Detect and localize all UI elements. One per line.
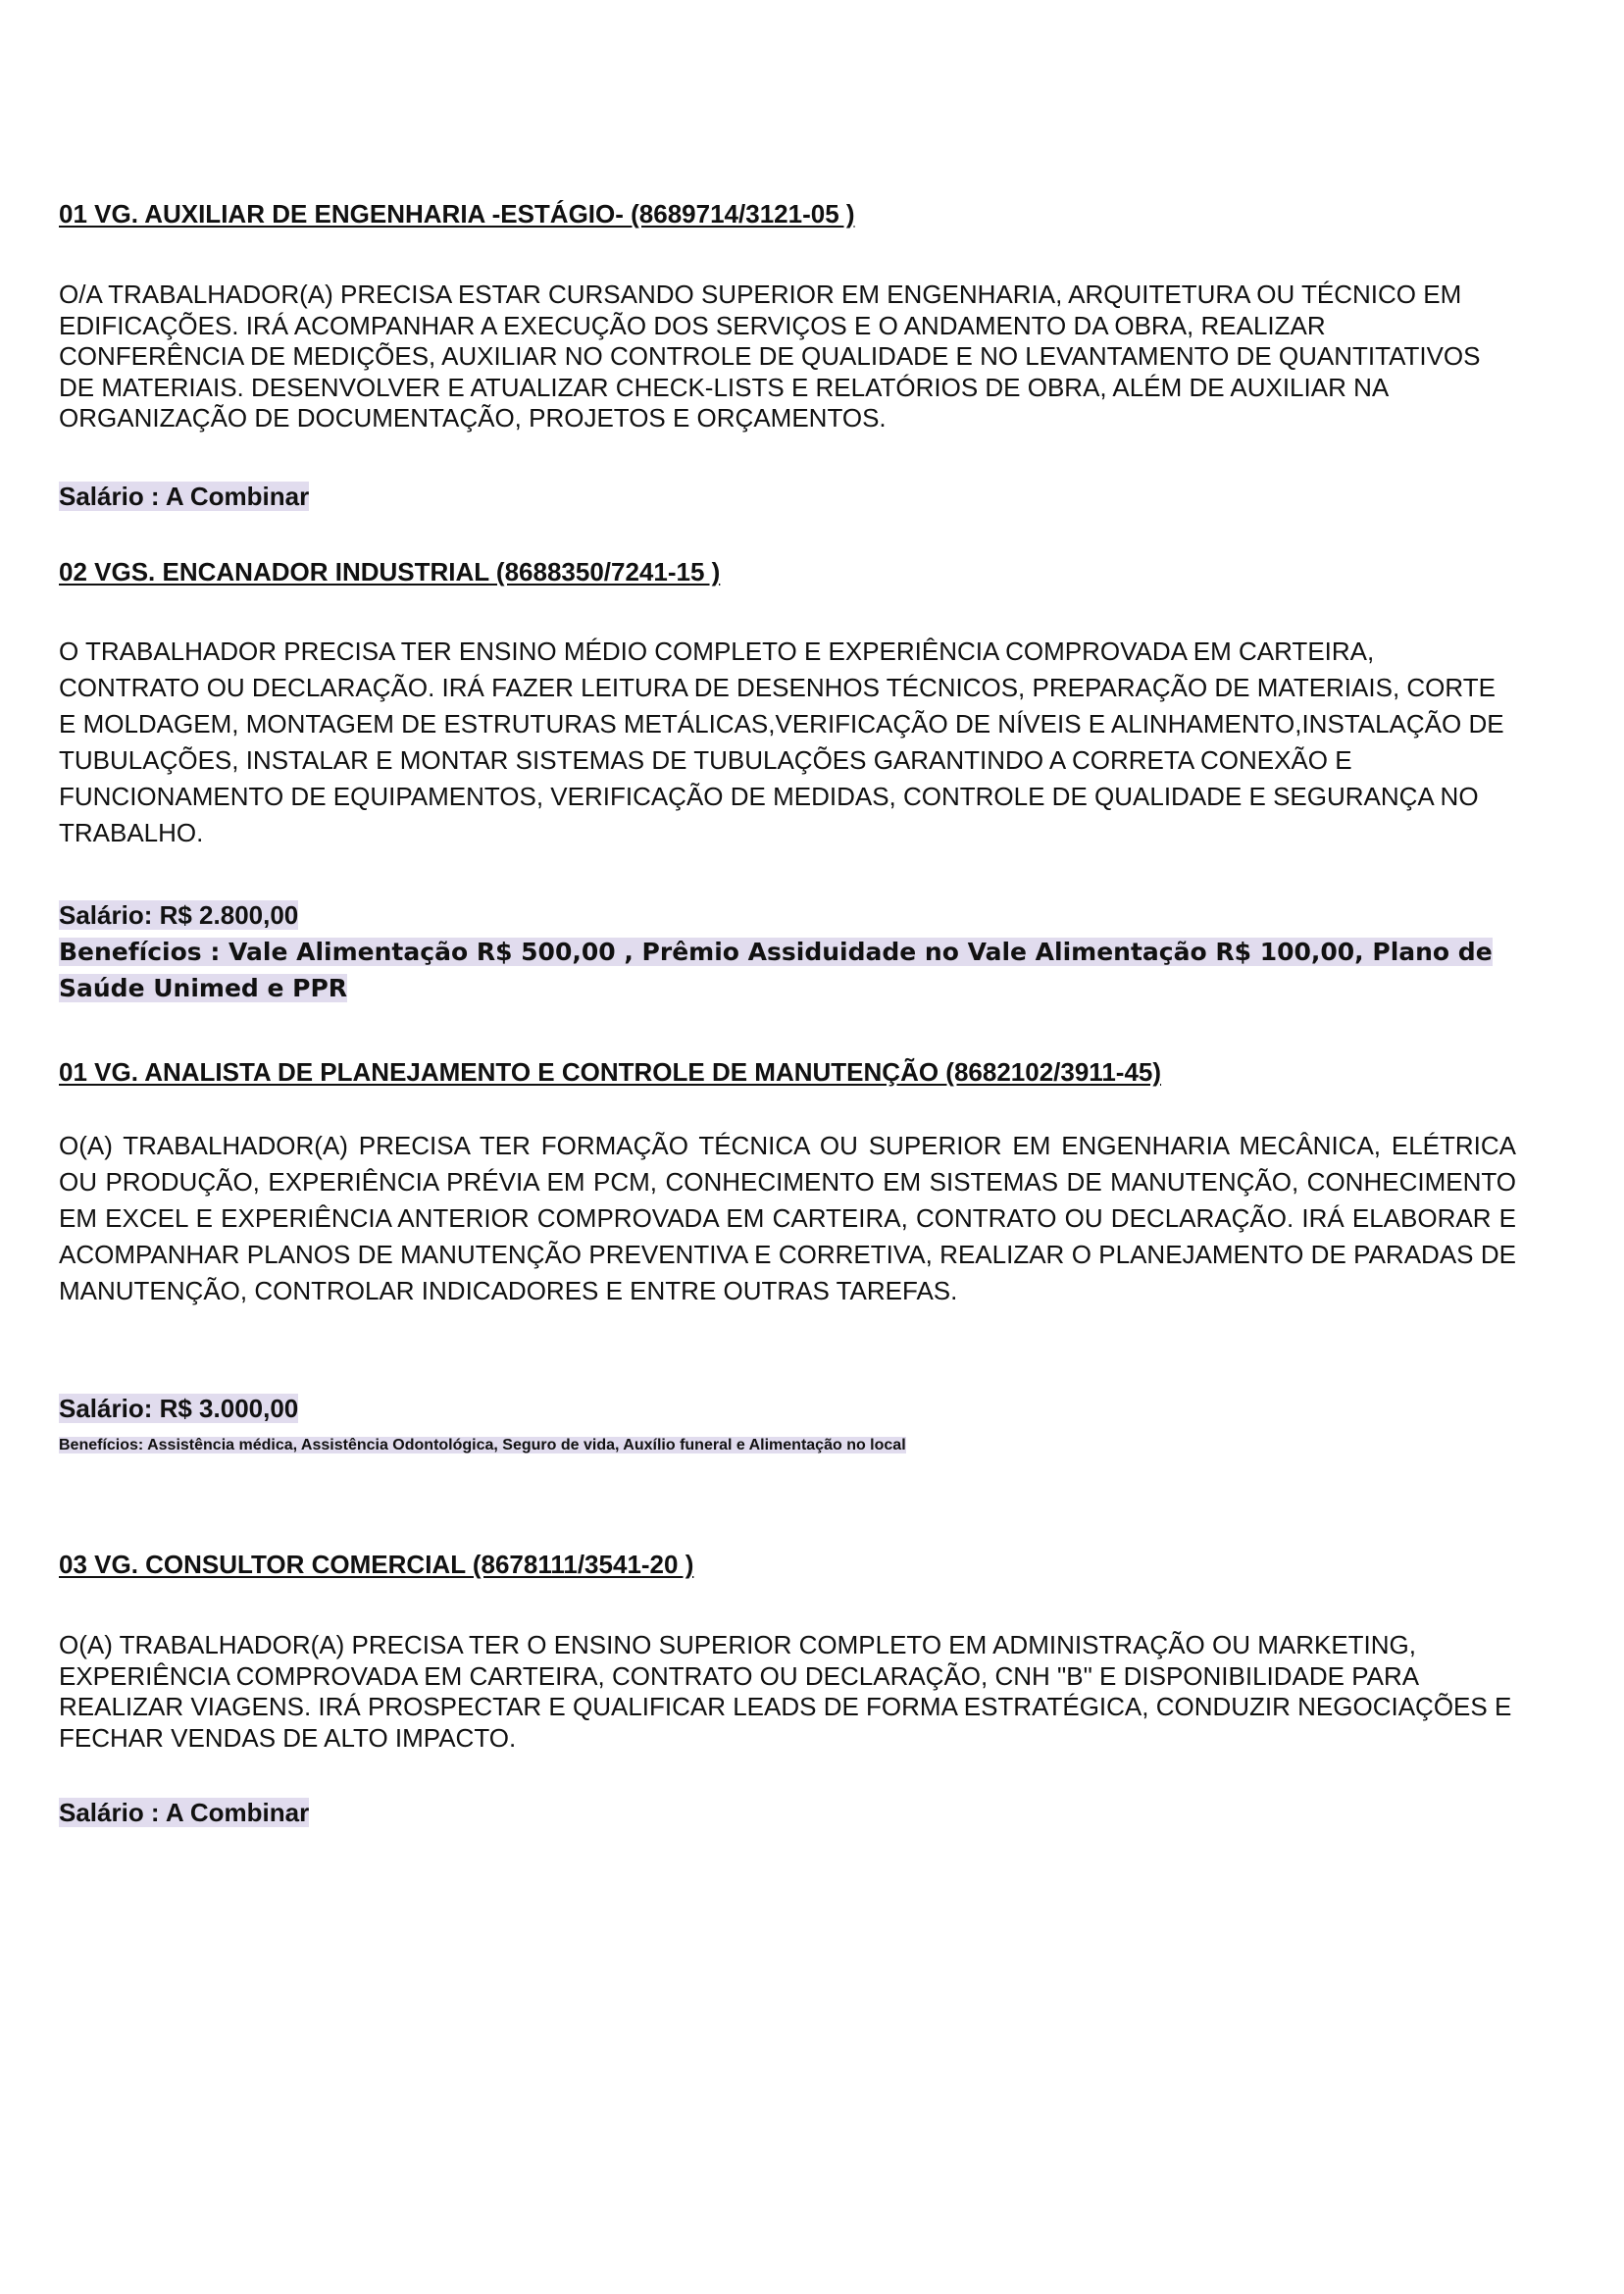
salary-line — [59, 1391, 298, 1431]
benefits-text: Benefícios: Assistência médica, Assistência Odontológica, Seguro de vida, Auxílio funeral e Alimentação no local — [59, 1437, 906, 1453]
salary-text: Salário: R$ 3.000,00 — [59, 1394, 299, 1423]
salary-line — [59, 479, 309, 519]
salary-line — [59, 1795, 309, 1835]
benefits-text: Benefícios : Vale Alimentação R$ 500,00 , Prêmio Assiduidade no Vale Alimentação R$ 100,00, Plano de Saúde Unimed e PPR — [59, 938, 1493, 1002]
salary-text: Salário : A Combinar — [59, 482, 310, 511]
job-title: 03 VG. CONSULTOR COMERCIAL (8678111/3541-20 ) — [59, 1550, 694, 1579]
salary-line — [59, 897, 298, 938]
salary-text: Salário: R$ 2.800,00 — [59, 900, 299, 930]
benefits-block — [59, 1427, 1516, 1463]
job-description: O/A TRABALHADOR(A) PRECISA ESTAR CURSANDO SUPERIOR EM ENGENHARIA, ARQUITETURA OU TÉCNICO EM EDIFICAÇÕES. IRÁ ACOMPANHAR A EXECUÇÃO DOS SERVIÇOS E O ANDAMENTO DA OBRA, REALIZAR CONFERÊNCIA DE MEDIÇÕES, AUXILIAR NO CONTROLE DE QUALIDADE E NO LEVANTAMENTO DE QUANTITATIVOS DE MATERIAIS. DESENVOLVER E ATUALIZAR CHECK-LISTS E RELATÓRIOS DE OBRA, ALÉM DE AUXILIAR NA ORGANIZAÇÃO DE DOCUMENTAÇÃO, PROJETOS E ORÇAMENTOS. — [59, 280, 1481, 433]
job-description: O TRABALHADOR PRECISA TER ENSINO MÉDIO COMPLETO E EXPERIÊNCIA COMPROVADA EM CARTEIRA, CONTRATO OU DECLARAÇÃO. IRÁ FAZER LEITURA DE DESENHOS TÉCNICOS, PREPARAÇÃO DE MATERIAIS, CORTE E MOLDAGEM, MONTAGEM DE ESTRUTURAS METÁLICAS,VERIFICAÇÃO DE NÍVEIS E ALINHAMENTO,INSTALAÇÃO DE TUBULAÇÕES, INSTALAR E MONTAR SISTEMAS DE TUBULAÇÕES GARANTINDO A CORRETA CONEXÃO E FUNCIONAMENTO DE EQUIPAMENTOS, VERIFICAÇÃO DE MEDIDAS, CONTROLE DE QUALIDADE E SEGURANÇA NO TRABALHO. — [59, 637, 1504, 847]
job-title: 01 VG. AUXILIAR DE ENGENHARIA -ESTÁGIO- (8689714/3121-05 ) — [59, 199, 855, 229]
job-title: 01 VG. ANALISTA DE PLANEJAMENTO E CONTROLE DE MANUTENÇÃO (8682102/3911-45) — [59, 1057, 1162, 1087]
benefits-block — [59, 934, 1516, 1006]
job-title: 02 VGS. ENCANADOR INDUSTRIAL (8688350/7241-15 ) — [59, 557, 721, 586]
job-description: O(A) TRABALHADOR(A) PRECISA TER O ENSINO SUPERIOR COMPLETO EM ADMINISTRAÇÃO OU MARKETING, EXPERIÊNCIA COMPROVADA EM CARTEIRA, CONTRATO OU DECLARAÇÃO, CNH "B" E DISPONIBILIDADE PARA REALIZAR VIAGENS. IRÁ PROSPECTAR E QUALIFICAR LEADS DE FORMA ESTRATÉGICA, CONDUZIR NEGOCIAÇÕES E FECHAR VENDAS DE ALTO IMPACTO. — [59, 1630, 1512, 1753]
salary-text: Salário : A Combinar — [59, 1798, 310, 1827]
job-description: O(A) TRABALHADOR(A) PRECISA TER FORMAÇÃO TÉCNICA OU SUPERIOR EM ENGENHARIA MECÂNICA, ELÉTRICA OU PRODUÇÃO, EXPERIÊNCIA PRÉVIA EM PCM, CONHECIMENTO EM SISTEMAS DE MANUTENÇÃO, CONHECIMENTO EM EXCEL E EXPERIÊNCIA ANTERIOR COMPROVADA EM CARTEIRA, CONTRATO OU DECLARAÇÃO. IRÁ ELABORAR E ACOMPANHAR PLANOS DE MANUTENÇÃO PREVENTIVA E CORRETIVA, REALIZAR O PLANEJAMENTO DE PARADAS DE MANUTENÇÃO, CONTROLAR INDICADORES E ENTRE OUTRAS TAREFAS. — [59, 1131, 1516, 1305]
